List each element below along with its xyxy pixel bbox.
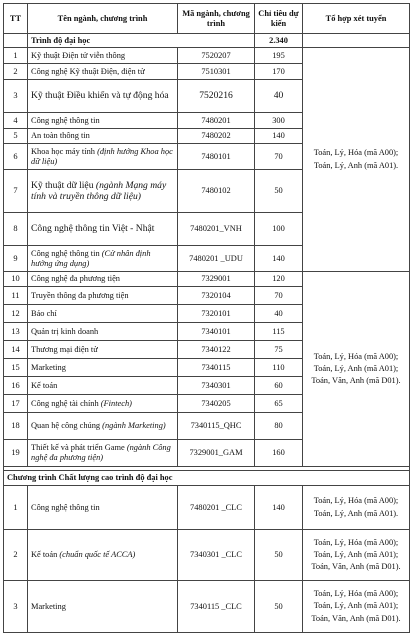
row-quota: 70 xyxy=(255,144,303,170)
row-code: 7340205 xyxy=(178,395,255,413)
row-tt: 14 xyxy=(4,341,28,359)
admission-quota-document xyxy=(3,3,409,623)
row-quota: 140 xyxy=(255,129,303,144)
program-name: Kỹ thuật Điện tử viễn thông xyxy=(31,50,126,60)
row-program xyxy=(28,170,178,213)
row-code: 7480101 xyxy=(178,144,255,170)
row-program xyxy=(28,80,178,113)
table-row xyxy=(4,272,410,287)
program-name: Công nghệ đa phương tiện xyxy=(31,274,120,284)
table-row xyxy=(4,581,410,633)
program-name: Kỹ thuật Điều khiển và tự động hóa xyxy=(31,90,169,102)
row-code: 7480201 xyxy=(178,113,255,129)
row-tt: 2 xyxy=(4,64,28,80)
row-code: 7340115 xyxy=(178,359,255,377)
header-quota: Chỉ tiêu dự kiến xyxy=(255,4,303,34)
row-program xyxy=(28,305,178,323)
row-code: 7480102 xyxy=(178,170,255,213)
program-name: An toàn thông tin xyxy=(31,131,90,141)
row-program xyxy=(28,440,178,467)
program-name: Công nghệ thông tin xyxy=(31,502,100,512)
row-tt: 15 xyxy=(4,359,28,377)
row-combo: Toán, Lý, Hóa (mã A00); Toán, Lý, Anh (mã A01); Toán, Văn, Anh (mã D01). xyxy=(303,581,410,633)
program-name: Thiết kế và phát triển Game xyxy=(31,443,127,453)
row-code: 7329001 xyxy=(178,272,255,287)
row-tt: 6 xyxy=(4,144,28,170)
row-tt: 17 xyxy=(4,395,28,413)
admission-table xyxy=(3,3,410,633)
row-program xyxy=(28,64,178,80)
row-quota: 75 xyxy=(255,341,303,359)
section1-tt-cell xyxy=(4,34,28,48)
header-combination: Tổ hợp xét tuyển xyxy=(303,4,410,34)
row-tt: 12 xyxy=(4,305,28,323)
section2-row xyxy=(4,471,410,486)
program-note: (chuẩn quốc tế ACCA) xyxy=(59,550,136,560)
program-note: (Fintech) xyxy=(100,398,132,408)
section1-title: Trình độ đại học xyxy=(28,34,255,48)
row-code: 7520216 xyxy=(178,80,255,113)
row-program xyxy=(28,272,178,287)
row-code: 7329001_GAM xyxy=(178,440,255,467)
row-quota: 115 xyxy=(255,323,303,341)
combo-group2: Toán, Lý, Hóa (mã A00); Toán, Lý, Anh (mã A01); Toán, Văn, Anh (mã D01). xyxy=(303,272,410,467)
section1-total: 2.340 xyxy=(255,34,303,48)
row-code: 7340301 _CLC xyxy=(178,530,255,581)
section1-combo-cell xyxy=(303,34,410,48)
row-program xyxy=(28,413,178,440)
row-tt: 18 xyxy=(4,413,28,440)
row-quota: 50 xyxy=(255,170,303,213)
row-code: 7320101 xyxy=(178,305,255,323)
row-quota: 40 xyxy=(255,80,303,113)
row-tt: 10 xyxy=(4,272,28,287)
program-note: (ngành Công nghệ đa phương tiện) xyxy=(31,443,171,462)
row-code: 7340101 xyxy=(178,323,255,341)
row-program xyxy=(28,246,178,272)
row-quota: 70 xyxy=(255,287,303,305)
program-note: (ngành Mạng máy tính và truyền thông dữ liệu) xyxy=(31,179,167,202)
program-note: (định hướng Khoa học dữ liệu) xyxy=(31,146,173,166)
row-code: 7340122 xyxy=(178,341,255,359)
row-program xyxy=(28,129,178,144)
program-name: Kỹ thuật dữ liệu xyxy=(31,179,96,191)
row-program xyxy=(28,581,178,633)
row-code: 7510301 xyxy=(178,64,255,80)
row-quota: 65 xyxy=(255,395,303,413)
row-program xyxy=(28,213,178,246)
table-row xyxy=(4,486,410,530)
row-quota: 120 xyxy=(255,272,303,287)
row-code: 7340301 xyxy=(178,377,255,395)
row-quota: 140 xyxy=(255,486,303,530)
row-tt: 16 xyxy=(4,377,28,395)
row-code: 7480201 _UDU xyxy=(178,246,255,272)
program-note: (ngành Marketing) xyxy=(102,421,166,431)
row-program xyxy=(28,287,178,305)
program-name: Công nghệ thông tin xyxy=(31,115,100,125)
row-code: 7480201_VNH xyxy=(178,213,255,246)
row-tt: 5 xyxy=(4,129,28,144)
row-tt: 7 xyxy=(4,170,28,213)
row-tt: 9 xyxy=(4,246,28,272)
program-note: (Cử nhân định hướng ứng dụng) xyxy=(31,248,151,268)
row-tt: 3 xyxy=(4,581,28,633)
program-name: Quản trị kinh doanh xyxy=(31,326,99,336)
header-code: Mã ngành, chương trình xyxy=(178,4,255,34)
row-quota: 140 xyxy=(255,246,303,272)
row-quota: 80 xyxy=(255,413,303,440)
program-name: Quan hệ công chúng xyxy=(31,421,103,431)
row-program xyxy=(28,323,178,341)
header-tt: TT xyxy=(4,4,28,34)
row-tt: 13 xyxy=(4,323,28,341)
row-tt: 8 xyxy=(4,213,28,246)
row-program xyxy=(28,359,178,377)
row-program xyxy=(28,113,178,129)
row-program xyxy=(28,144,178,170)
program-name: Truyền thông đa phương tiện xyxy=(31,290,129,300)
program-name: Khoa học máy tính xyxy=(31,146,98,156)
row-program xyxy=(28,341,178,359)
program-name: Công nghệ thông tin xyxy=(31,248,102,258)
row-quota: 100 xyxy=(255,213,303,246)
program-name: Kế toán xyxy=(31,550,60,560)
row-program xyxy=(28,395,178,413)
row-code: 7480202 xyxy=(178,129,255,144)
row-quota: 50 xyxy=(255,530,303,581)
program-name: Marketing xyxy=(31,362,66,372)
row-code: 7340115 _CLC xyxy=(178,581,255,633)
program-name: Báo chí xyxy=(31,308,57,318)
row-quota: 195 xyxy=(255,48,303,64)
row-tt: 4 xyxy=(4,113,28,129)
program-name: Kế toán xyxy=(31,380,58,390)
row-quota: 40 xyxy=(255,305,303,323)
row-code: 7480201 _CLC xyxy=(178,486,255,530)
program-name: Marketing xyxy=(31,601,66,611)
section1-row xyxy=(4,34,410,48)
program-name: Công nghệ thông tin Việt - Nhật xyxy=(31,223,155,235)
table-row xyxy=(4,48,410,64)
row-program xyxy=(28,530,178,581)
row-program xyxy=(28,48,178,64)
row-quota: 300 xyxy=(255,113,303,129)
program-name: Thương mại điện tử xyxy=(31,344,98,354)
row-combo: Toán, Lý, Hóa (mã A00); Toán, Lý, Anh (mã A01). xyxy=(303,486,410,530)
row-quota: 110 xyxy=(255,359,303,377)
section2-title: Chương trình Chất lượng cao trình độ đại học xyxy=(4,471,410,486)
row-quota: 160 xyxy=(255,440,303,467)
row-tt: 19 xyxy=(4,440,28,467)
row-code: 7520207 xyxy=(178,48,255,64)
row-program xyxy=(28,486,178,530)
row-program xyxy=(28,377,178,395)
row-tt: 3 xyxy=(4,80,28,113)
row-code: 7340115_QHC xyxy=(178,413,255,440)
row-quota: 50 xyxy=(255,581,303,633)
header-row xyxy=(4,4,410,34)
header-program: Tên ngành, chương trình xyxy=(28,4,178,34)
combo-group1: Toán, Lý, Hóa (mã A00); Toán, Lý, Anh (mã A01). xyxy=(303,48,410,272)
row-tt: 11 xyxy=(4,287,28,305)
row-code: 7320104 xyxy=(178,287,255,305)
row-combo: Toán, Lý, Hóa (mã A00); Toán, Lý, Anh (mã A01); Toán, Văn, Anh (mã D01). xyxy=(303,530,410,581)
row-tt: 1 xyxy=(4,48,28,64)
program-name: Công nghệ tài chính xyxy=(31,398,101,408)
table-row xyxy=(4,530,410,581)
program-name: Công nghệ Kỹ thuật Điện, điện tử xyxy=(31,66,145,76)
row-tt: 1 xyxy=(4,486,28,530)
row-quota: 170 xyxy=(255,64,303,80)
row-tt: 2 xyxy=(4,530,28,581)
row-quota: 60 xyxy=(255,377,303,395)
